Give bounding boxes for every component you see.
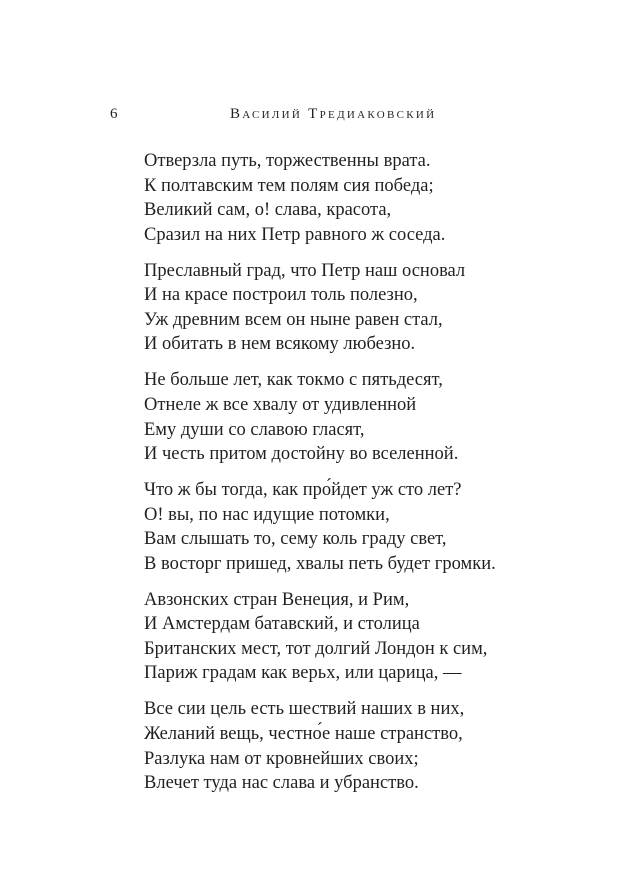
poem-line: И обитать в нем всякому любезно. [144, 334, 416, 355]
poem-line: И на красе построил толь полезно, [144, 285, 418, 306]
poem-line: Отнеле ж все хвалу от удивленной [144, 394, 417, 415]
poem-line: Влечет туда нас слава и убранство. [144, 773, 419, 794]
poem-line: Великий сам, о! слава, красота, [144, 200, 392, 221]
poem-line: И честь притом достойну во вселенной. [144, 444, 459, 465]
poem-line: Преславный град, что Петр наш основал [144, 260, 466, 281]
poem-line: О! вы, по нас идущие потомки, [144, 504, 390, 525]
poem-line: Париж градам как верьх, или царица, — [144, 663, 462, 684]
poem-line: Авзонских стран Венеция, и Рим, [144, 589, 410, 610]
stanza [144, 259, 604, 357]
stanza [144, 697, 604, 795]
page-number: 6 [110, 106, 118, 122]
poem-line: В восторг пришед, хвалы петь будет громки. [144, 553, 496, 574]
poem-line: Вам слышать то, сему коль граду свет, [144, 529, 447, 550]
stanza [144, 588, 604, 686]
poem-line: Не больше лет, как токмо с пятьдесят, [144, 370, 443, 391]
poem-line: Ему души со славою гласят, [144, 419, 365, 440]
poem [144, 149, 604, 807]
poem-line: Все сии цель есть шествий наших в них, [144, 699, 465, 720]
poem-line: Британских мест, тот долгий Лондон к сим, [144, 638, 488, 659]
poem-line: Уж древним всем он ныне равен стал, [144, 309, 443, 330]
stanza [144, 368, 604, 466]
poem-line: К полтавским тем полям сия победа; [144, 175, 434, 196]
running-head-author: Василий Тредиаковский [230, 106, 437, 122]
poem-line: Разлука нам от кровнейших своих; [144, 748, 419, 769]
poem-line: Желаний вещь, честно́е наше странство, [144, 723, 463, 744]
stanza [144, 149, 604, 247]
poem-line: И Амстердам батавский, и столица [144, 614, 420, 635]
stanza [144, 478, 604, 576]
poem-line: Отверзла путь, торжественны врата. [144, 151, 431, 171]
poem-line: Сразил на них Петр равного ж соседа. [144, 224, 446, 245]
poem-line: Что ж бы тогда, как про́йдет уж сто лет? [144, 480, 462, 501]
